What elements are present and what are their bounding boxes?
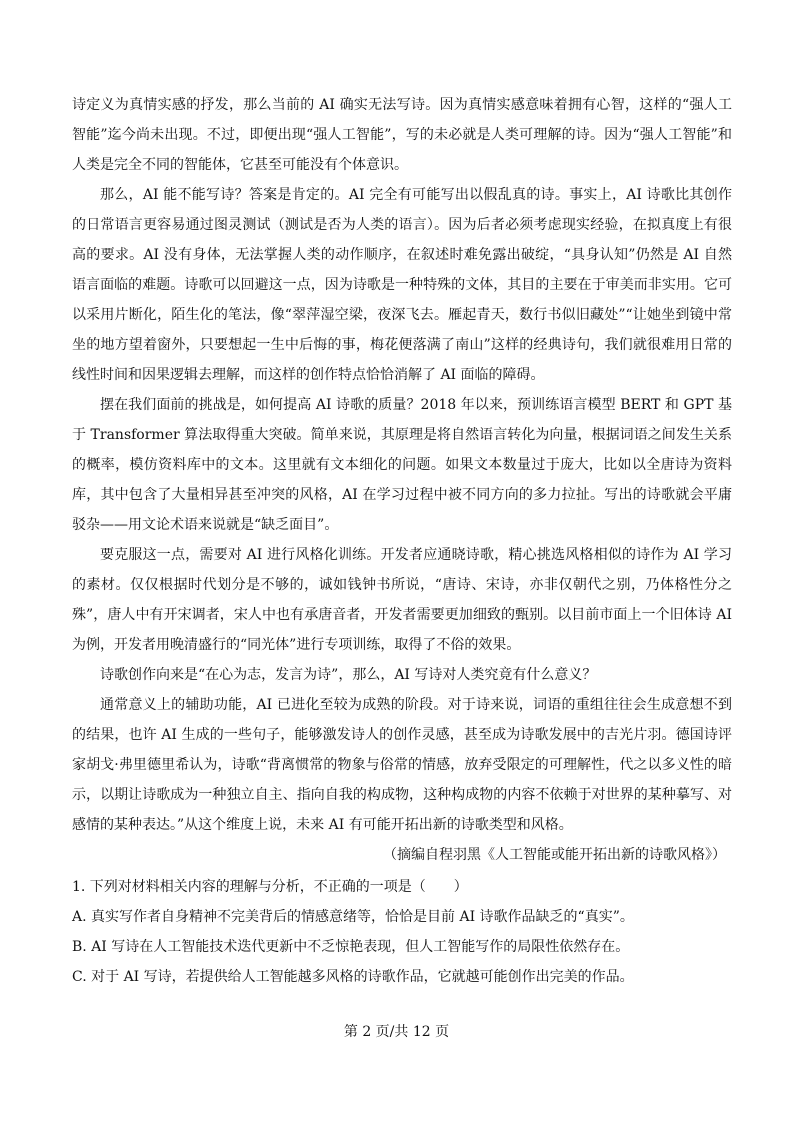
option-c: C. 对于 AI 写诗，若提供给人工智能越多风格的诗歌作品，它就越可能创作出完美的作品。 [72, 969, 634, 985]
article-source: （摘编自程羽黑《人工智能或能开拓出新的诗歌风格》） [383, 847, 726, 863]
question-block [72, 872, 732, 992]
question-stem: 1. 下列对材料相关内容的理解与分析，不正确的一项是（ ） [72, 879, 468, 895]
paragraph-1: 诗定义为真情实感的抒发，那么当前的 AI 确实无法写诗。因为真情实感意味着拥有心智，这样的“强人工智能”迄今尚未出现。不过，即便出现“强人工智能”，写的未必就是人类可理解的诗。因为“强人工智能”和人类是完全不同的智能体，它甚至可能没有个体意识。 [72, 97, 732, 173]
paragraph-3: 摆在我们面前的挑战是，如何提高 AI 诗歌的质量？2018 年以来，预训练语言模型 BERT 和 GPT 基于 Transformer 算法取得重大突破。简单来说，其原理是将自然语言转化为向量，根据词语之间发生关系的概率，模仿资料库中的文本。这里就有文本细化的问题。如果文本数量过于庞大，比如以全唐诗为资料库，其中包含了大量相异甚至冲突的风格，AI 在学习过程中被不同方向的多力拉扯。写出的诗歌就会平庸驳杂——用文论术语来说就是“缺乏面目”。 [72, 397, 732, 533]
paragraph-4: 要克服这一点，需要对 AI 进行风格化训练。开发者应通晓诗歌，精心挑选风格相似的诗作为 AI 学习的素材。仅仅根据时代划分是不够的，诚如钱钟书所说，“唐诗、宋诗，亦非仅朝代之别，乃体格性分之殊”，唐人中有开宋调者，宋人中也有承唐音者，开发者需要更加细致的甄别。以目前市面上一个旧体诗 AI 为例，开发者用晚清盛行的“同光体”进行专项训练，取得了不俗的效果。 [72, 547, 732, 653]
paragraph-6: 通常意义上的辅助功能，AI 已进化至较为成熟的阶段。对于诗来说，词语的重组往往会生成意想不到的结果，也许 AI 生成的一些句子，能够激发诗人的创作灵感，甚至成为诗歌发展中的吉光片羽。德国诗评家胡戈·弗里德里希认为，诗歌“背离惯常的物象与俗常的情感，放弃受限定的可理解性，代之以多义性的暗示，以期让诗歌成为一种独立自主、指向自我的构成物，这种构成物的内容不依赖于对世界的某种摹写、对感情的某种表达。”从这个维度上说，未来 AI 有可能开拓出新的诗歌类型和风格。 [72, 697, 732, 833]
paragraph-2: 那么，AI 能不能写诗？答案是肯定的。AI 完全有可能写出以假乱真的诗。事实上，AI 诗歌比其创作的日常语言更容易通过图灵测试（测试是否为人类的语言）。因为后者必须考虑现实经验，在拟真度上有很高的要求。AI 没有身体，无法掌握人类的动作顺序，在叙述时难免露出破绽，“具身认知”仍然是 AI 自然语言面临的难题。诗歌可以回避这一点，因为诗歌是一种特殊的文体，其目的主要在于审美而非实用。它可以采用片断化，陌生化的笔法，像“翠萍湿空梁，夜深飞去。雁起青天，数行书似旧藏处”“让她坐到镜中常坐的地方望着窗外，只要想起一生中后悔的事，梅花便落满了南山”这样的经典诗句，我们就很难用日常的线性时间和因果逻辑去理解，而这样的创作特点恰恰消解了 AI 面临的障碍。 [72, 187, 732, 383]
paragraph-5: 诗歌创作向来是“在心为志，发言为诗”，那么，AI 写诗对人类究竟有什么意义？ [100, 667, 597, 683]
option-b: B. AI 写诗在人工智能技术迭代更新中不乏惊艳表现，但人工智能写作的局限性依然存在。 [72, 939, 630, 955]
option-a: A. 真实写作者自身精神不完美背后的情感意绪等，恰恰是目前 AI 诗歌作品缺乏的“真实”。 [72, 909, 634, 925]
page-footer: 第 2 页/共 12 页 [343, 1024, 450, 1040]
article-body [72, 90, 732, 992]
